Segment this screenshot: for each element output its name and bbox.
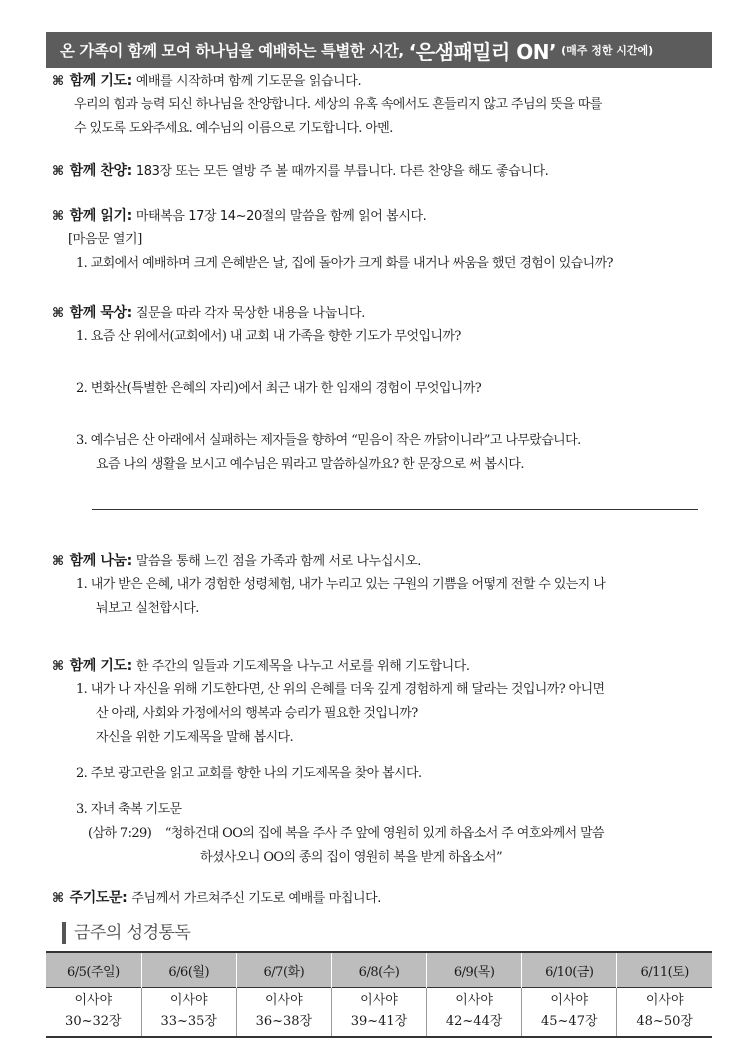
section-desc: 주님께서 가르쳐주신 기도로 예배를 마칩니다. [131, 891, 382, 906]
command-symbol-icon: ⌘ [52, 554, 64, 569]
question-item: 2. 주보 광고란을 읽고 교회를 향한 나의 기도제목을 찾아 봅시다. [76, 766, 422, 781]
section-desc: 질문을 따라 각자 묵상한 내용을 나눕니다. [135, 306, 365, 321]
section-desc: 183장 또는 모든 열방 주 볼 때까지를 부릅니다. 다른 찬양을 해도 좋습니다. [135, 164, 549, 179]
command-symbol-icon: ⌘ [52, 659, 64, 674]
section-label: 함께 기도: [69, 658, 132, 674]
command-symbol-icon: ⌘ [52, 74, 64, 89]
section-label: 함께 묵상: [69, 305, 132, 321]
table-header-cell: 6/8(수) [331, 952, 426, 988]
section-header [52, 70, 712, 93]
question-item: 1. 내가 받은 은혜, 내가 경험한 성령체험, 내가 누리고 있는 구원의 기쁨을 어떻게 전할 수 있는지 나 [76, 577, 606, 592]
answer-writing-line[interactable] [92, 509, 698, 510]
command-symbol-icon: ⌘ [52, 209, 64, 224]
table-header-cell: 6/6(월) [141, 952, 236, 988]
banner-note-text: (매주 정한 시간에) [561, 44, 654, 57]
section-label: 함께 읽기: [69, 208, 132, 224]
question-item: 1. 내가 나 자신을 위해 기도한다면, 산 위의 은혜를 더욱 깊게 경험하게 해 달라는 것입니까? 아니면 [76, 682, 605, 697]
table-header-cell: 6/10(금) [522, 952, 617, 988]
table-cell [46, 988, 141, 1038]
table-cell [331, 988, 426, 1038]
title-banner [46, 32, 712, 68]
section-sharing [52, 550, 712, 621]
section-label: 함께 기도: [69, 73, 132, 89]
table-header-cell: 6/7(화) [236, 952, 331, 988]
question-item-continued: 산 아래, 사회와 가정에서의 행복과 승리가 필요한 것입니까? [96, 706, 418, 721]
banner-main-text: 온 가족이 함께 모여 하나님을 예배하는 특별한 시간, [60, 42, 404, 60]
question-item: 3. 자녀 축복 기도문 [76, 802, 182, 817]
section-meditation [52, 302, 712, 477]
table-cell [617, 988, 712, 1038]
question-item-continued: 요즘 나의 생활을 보시고 예수님은 뭐라고 말씀하실까요? 한 문장으로 써 봅시다. [96, 457, 524, 472]
chapter-range: 48~50장 [636, 1014, 693, 1029]
section-label: 함께 나눔: [69, 553, 132, 569]
section-header [52, 550, 712, 573]
chapter-range: 30~32장 [65, 1014, 122, 1029]
book-name: 이사야 [645, 993, 684, 1008]
book-name: 이사야 [360, 993, 398, 1008]
section-header [52, 160, 712, 183]
table-row [46, 988, 712, 1038]
table-header-cell: 6/5(주일) [46, 952, 141, 988]
chapter-range: 33~35장 [160, 1014, 217, 1029]
section-reading [52, 205, 712, 276]
section-desc: 마태복음 17장 14~20절의 말씀을 함께 읽어 봅시다. [135, 209, 427, 224]
blessing-quote [88, 822, 748, 846]
table-cell [427, 988, 522, 1038]
banner-brand-text: ‘은샘패밀리 ON’ [408, 39, 557, 64]
book-name: 이사야 [455, 993, 493, 1008]
section-desc: 말씀을 통해 느낀 점을 가족과 함께 서로 나누십시오. [135, 554, 422, 569]
question-item: 1. 요즘 산 위에서(교회에서) 내 교회 내 가족을 향한 기도가 무엇입니까? [76, 329, 461, 344]
book-name: 이사야 [550, 993, 589, 1008]
section-lords-prayer [52, 887, 712, 910]
table-header-cell: 6/11(토) [617, 952, 712, 988]
command-symbol-icon: ⌘ [52, 164, 64, 179]
table-cell [522, 988, 617, 1038]
section-header [52, 302, 712, 325]
section-desc: 한 주간의 일들과 기도제목을 나누고 서로를 위해 기도합니다. [135, 659, 470, 674]
question-item: 3. 예수님은 산 아래에서 실패하는 제자들을 향하여 “믿음이 작은 까닭이니라”고 나무랐습니다. [76, 433, 581, 448]
question-item: 1. 교회에서 예배하며 크게 은혜받은 날, 집에 돌아가 크게 화를 내거나 싸움을 했던 경험이 있습니까? [76, 256, 613, 271]
question-item-continued: 자신을 위한 기도제목을 말해 봅시다. [96, 730, 294, 745]
section-label: 주기도문: [69, 890, 128, 906]
table-header-cell: 6/9(목) [427, 952, 522, 988]
section-label: 함께 찬양: [69, 163, 132, 179]
weekly-reading-table [46, 951, 712, 1038]
prayer-text-line: 우리의 힘과 능력 되신 하나님을 찬양합니다. 세상의 유혹 속에서도 흔들리지 않고 주님의 뜻을 따를 [74, 97, 602, 112]
section-opening-prayer [52, 70, 712, 141]
subsection-label: [마음문 열기] [68, 232, 142, 247]
table-header-row [46, 952, 712, 988]
section-prayer-together [52, 655, 712, 870]
section-header [52, 887, 712, 910]
weekly-reading-title: 금주의 성경통독 [62, 922, 190, 944]
scripture-reference: (삼하 7:29) [88, 826, 152, 841]
blessing-quote-line: 하셨사오니 OO의 종의 집이 영원히 복을 받게 하옵소서” [200, 850, 503, 865]
table-cell [141, 988, 236, 1038]
command-symbol-icon: ⌘ [52, 891, 64, 906]
chapter-range: 39~41장 [350, 1014, 408, 1029]
command-symbol-icon: ⌘ [52, 306, 64, 321]
book-name: 이사야 [169, 993, 208, 1008]
chapter-range: 36~38장 [255, 1014, 313, 1029]
blessing-quote-line: “청하건대 OO의 집에 복을 주사 주 앞에 영원히 있게 하옵소서 주 여호와께서 말씀 [164, 826, 604, 841]
question-item-continued: 눠보고 실천합시다. [96, 601, 199, 616]
chapter-range: 45~47장 [541, 1014, 598, 1029]
table-cell [236, 988, 331, 1038]
question-item: 2. 변화산(특별한 은혜의 자리)에서 최근 내가 한 임재의 경험이 무엇입니까? [76, 381, 482, 396]
prayer-text-line: 수 있도록 도와주세요. 예수님의 이름으로 기도합니다. 아멘. [74, 121, 393, 136]
section-praise [52, 160, 712, 183]
book-name: 이사야 [74, 993, 113, 1008]
section-header [52, 205, 712, 228]
chapter-range: 42~44장 [445, 1014, 503, 1029]
section-desc: 예배를 시작하며 함께 기도문을 읽습니다. [135, 74, 362, 89]
section-header [52, 655, 712, 678]
book-name: 이사야 [265, 993, 303, 1008]
